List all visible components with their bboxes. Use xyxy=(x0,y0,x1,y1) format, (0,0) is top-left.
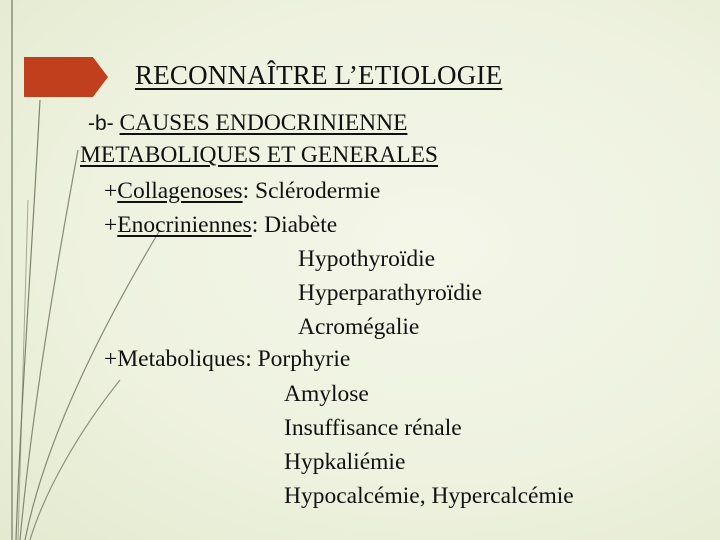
line-metaboliques xyxy=(104,346,350,373)
decor-stroke-2 xyxy=(16,100,40,540)
collagenoses-first: Sclérodermie xyxy=(255,178,381,204)
line-endocriniennes xyxy=(104,212,337,239)
collagenoses-label: Collagenoses xyxy=(117,178,243,204)
list-item-hypothyroidie: Hypothyroïdie xyxy=(298,246,436,272)
metaboliques-sep: : xyxy=(245,346,258,372)
endocriniennes-label: Enocriniennes xyxy=(117,212,252,238)
decor-stroke-6 xyxy=(18,200,28,540)
title-accent-tab xyxy=(24,57,108,97)
endocriniennes-sep: : xyxy=(251,212,265,238)
list-item-acromegalie: Acromégalie xyxy=(298,314,420,340)
endocriniennes-sign: + xyxy=(104,212,118,238)
subtitle-line-1 xyxy=(88,110,407,137)
list-item-hypocalcemie: Hypocalcémie, Hypercalcémie xyxy=(284,483,574,509)
metaboliques-label: +Metaboliques xyxy=(104,346,246,372)
subtitle-prefix: -b- xyxy=(88,112,114,135)
slide-title: RECONNAÎTRE L’ETIOLOGIE xyxy=(135,60,503,90)
list-item-insuffisance-renale: Insuffisance rénale xyxy=(284,415,462,441)
collagenoses-sign: + xyxy=(104,178,118,204)
subtitle-text-1: CAUSES ENDOCRINIENNE xyxy=(119,110,408,136)
subtitle-line-2 xyxy=(80,142,438,169)
line-collagenoses xyxy=(104,178,380,205)
list-item-hypkaliemie: Hypkaliémie xyxy=(284,449,406,475)
subtitle-text-2: METABOLIQUES ET GENERALES xyxy=(80,142,438,168)
decor-stroke-5 xyxy=(30,380,120,540)
decor-stroke-4 xyxy=(25,230,160,540)
metaboliques-first: Porphyrie xyxy=(257,346,351,372)
decor-stroke-3 xyxy=(20,150,78,540)
list-item-hyperparathyroidie: Hyperparathyroïdie xyxy=(298,280,483,306)
endocriniennes-first: Diabète xyxy=(264,212,338,238)
list-item-amylose: Amylose xyxy=(284,381,369,407)
collagenoses-sep: : xyxy=(242,178,255,204)
